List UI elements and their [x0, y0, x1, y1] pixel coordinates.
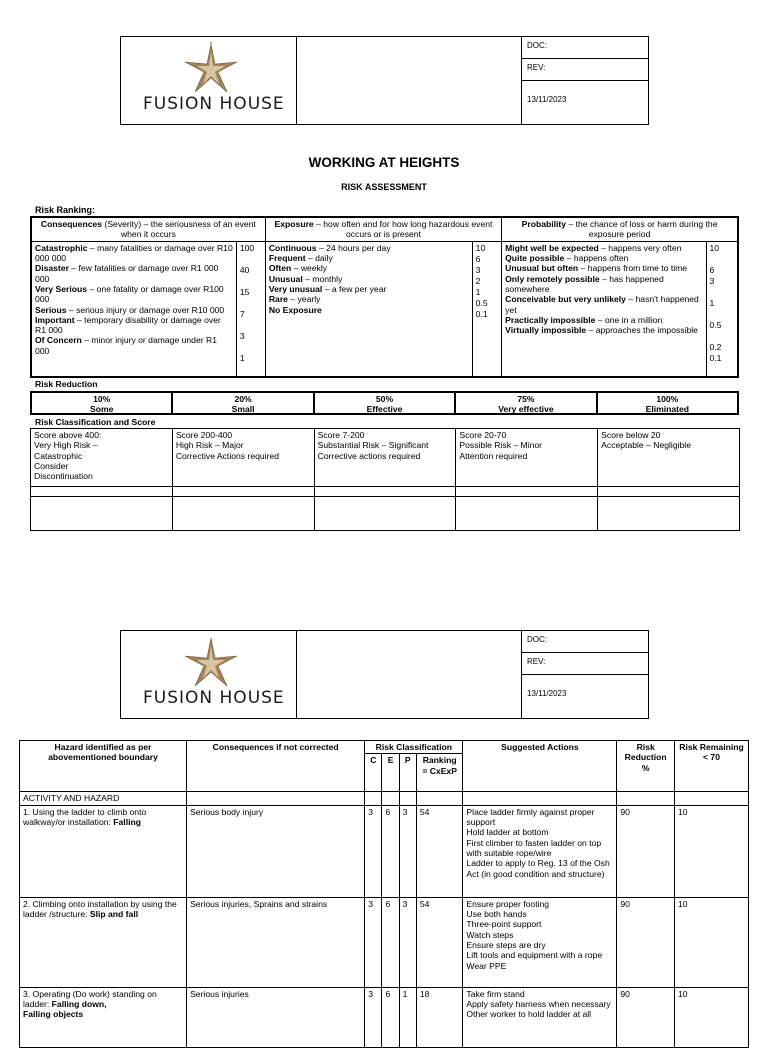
header-blank	[297, 631, 522, 718]
exposure-header: Exposure – how often and for how long hazardous event occurs or is present	[265, 217, 501, 241]
p-cell: 1	[399, 987, 416, 1047]
col-p: P	[399, 754, 416, 792]
exposure-score: 6	[475, 253, 481, 264]
rev-label: REV:	[522, 59, 648, 81]
page-subtitle: RISK ASSESSMENT	[341, 182, 427, 192]
col-reduction: Risk Reduction %	[617, 741, 675, 792]
reduction-level: 100% Eliminated	[645, 394, 690, 415]
consequences-score: 7	[239, 308, 245, 319]
document-header	[120, 36, 649, 125]
col-hazard: Hazard identified as per abovementioned boundary	[20, 741, 187, 792]
exposure-item: Continuous – 24 hours per day	[268, 242, 391, 253]
col-consequences: Consequences if not corrected	[187, 741, 365, 792]
star-logo-icon	[181, 636, 241, 688]
consequences-score: 100	[239, 242, 255, 253]
c-cell: 3	[365, 897, 382, 987]
exposure-list	[265, 241, 472, 377]
reduction-cell: 90	[617, 897, 675, 987]
consequences-scores	[236, 241, 265, 377]
classification-cell: Score 20-70 Possible Risk – Minor Attention required	[456, 429, 598, 487]
c-cell: 3	[365, 987, 382, 1047]
probability-item: Only remotely possible – has happened somewhere	[505, 273, 664, 294]
probability-item: Conceivable but very unlikely – hasn't happened yet	[505, 294, 699, 315]
consequences-item: Important – temporary disability or damage over R1 000	[35, 314, 221, 336]
consequences-list	[31, 241, 236, 377]
exposure-item: Unusual – monthly	[268, 273, 343, 284]
consequences-score: 15	[239, 286, 250, 297]
hazard-cell: 3. Operating (Do work) standing on ladder: Falling down, Falling objects	[20, 987, 187, 1047]
e-cell: 6	[382, 897, 399, 987]
star-logo-icon	[181, 42, 241, 94]
consequence-cell: Serious injuries	[187, 987, 365, 1047]
exposure-score: 1	[475, 286, 481, 297]
company-logo-2	[121, 631, 297, 718]
col-actions: Suggested Actions	[463, 741, 617, 792]
table-row	[20, 897, 749, 987]
probability-list	[502, 241, 706, 377]
reduction-level: 10% Some	[32, 393, 173, 413]
risk-reduction-bar	[30, 391, 739, 415]
consequence-cell: Serious body injury	[187, 805, 365, 897]
consequences-score: 40	[239, 264, 250, 275]
doc-label: DOC:	[522, 37, 648, 59]
reduction-cell: 90	[617, 805, 675, 897]
probability-item: Quite possible – happens often	[505, 252, 629, 263]
col-c: C	[365, 754, 382, 792]
probability-score: 10	[709, 242, 720, 253]
rank-cell: 54	[416, 805, 463, 897]
actions-cell: Place ladder firmly against proper support Hold ladder at bottom First climber to fasten ladder on top with suitable rope/wire Ladder to apply to Reg. 13 of the Osh Act (in good condition and structure)	[463, 805, 617, 897]
col-e: E	[382, 754, 399, 792]
probability-header: Probability – the chance of loss or harm during the exposure period	[502, 217, 738, 241]
consequences-item: Very Serious – one fatality or damage over R100 000	[35, 283, 224, 305]
exposure-item: Very unusual – a few per year	[268, 283, 387, 294]
col-classification: Risk Classification	[365, 741, 463, 754]
risk-ranking-label: Risk Ranking:	[35, 205, 96, 215]
probability-item: Unusual but often – happens from time to time	[505, 263, 688, 274]
exposure-scores	[472, 241, 501, 377]
classification-cell: Score 200-400 High Risk – Major Corrective Actions required	[172, 429, 314, 487]
risk-ranking-table	[30, 216, 739, 378]
header-date: 13/11/2023	[527, 95, 567, 104]
doc-label: DOC:	[522, 631, 648, 653]
probability-item: Practically impossible – one in a million	[505, 314, 663, 325]
probability-score: 0.1	[709, 352, 722, 363]
probability-score: 0.5	[709, 319, 722, 330]
rank-cell: 18	[416, 987, 463, 1047]
classification-label: Risk Classification and Score	[35, 417, 156, 427]
remaining-cell: 10	[675, 987, 749, 1047]
consequences-item: Catastrophic – many fatalities or damage over R10 000 000	[35, 242, 233, 263]
exposure-item: Rare – yearly	[268, 294, 321, 305]
assessment-table	[19, 740, 749, 1048]
exposure-item: No Exposure	[268, 304, 322, 315]
hazard-cell: 1. Using the ladder to climb onto walkway/or installation: Falling	[20, 805, 187, 897]
header-blank	[297, 37, 522, 124]
header-meta	[522, 37, 648, 124]
risk-reduction-label: Risk Reduction	[35, 379, 98, 389]
exposure-score: 0.5	[475, 297, 488, 308]
exposure-item: Frequent – daily	[268, 252, 333, 263]
actions-cell: Take firm stand Apply safety harness when necessary Other worker to hold ladder at all	[463, 987, 617, 1047]
probability-score: 3	[709, 275, 715, 286]
probability-score: 6	[709, 264, 715, 275]
exposure-score: 0.1	[475, 308, 488, 319]
exposure-score: 2	[475, 275, 481, 286]
remaining-cell: 10	[675, 805, 749, 897]
p-cell: 3	[399, 897, 416, 987]
rev-label: REV:	[522, 653, 648, 675]
consequence-cell: Serious injuries, Sprains and strains	[187, 897, 365, 987]
hazard-cell: 2. Climbing onto installation by using the ladder /structure: Slip and fall	[20, 897, 187, 987]
consequences-score: 1	[239, 352, 245, 363]
remaining-cell: 10	[675, 897, 749, 987]
probability-score: 0.2	[709, 341, 722, 352]
brand-name: FUSION HOUSE	[143, 688, 285, 708]
col-remaining: Risk Remaining < 70	[675, 741, 749, 792]
reduction-level: 50% Effective	[315, 393, 456, 413]
e-cell: 6	[382, 987, 399, 1047]
consequences-header: Consequences (Severity) – the seriousness of an event when it occurs	[31, 217, 265, 241]
exposure-score: 3	[475, 264, 481, 275]
col-ranking: Ranking = CxExP	[416, 754, 463, 792]
actions-cell: Ensure proper footing Use both hands Three-point support Watch steps Ensure steps are dry Lift tools and equipment with a rope Wear PPE	[463, 897, 617, 987]
consequences-item: Disaster – few fatalities or damage over R1 000 000	[35, 263, 219, 284]
classification-cell: Score above 400: Very High Risk – Catastrophic Consider Discontinuation	[31, 429, 173, 487]
exposure-score: 10	[475, 242, 486, 253]
classification-cell: Score 7-200 Substantial Risk – Significant Corrective actions required	[314, 429, 456, 487]
e-cell: 6	[382, 805, 399, 897]
classification-table	[30, 428, 740, 531]
consequences-score: 3	[239, 330, 245, 341]
consequences-item: Of Concern – minor injury or damage under R1 000	[35, 335, 217, 356]
probability-scores	[706, 241, 738, 377]
reduction-cell: 90	[617, 987, 675, 1047]
header-meta	[522, 631, 648, 718]
probability-item: Might well be expected – happens very often	[505, 242, 682, 253]
probability-score: 1	[709, 297, 715, 308]
rank-cell: 54	[416, 897, 463, 987]
p-cell: 3	[399, 805, 416, 897]
reduction-level: 20% Small	[173, 393, 314, 413]
page-title: WORKING AT HEIGHTS	[308, 155, 460, 170]
reduction-level: 75% Very effective	[456, 393, 597, 413]
classification-cell: Score below 20 Acceptable – Negligible	[598, 429, 740, 487]
table-row	[20, 987, 749, 1047]
probability-item: Virtually impossible – approaches the impossible	[505, 325, 698, 336]
c-cell: 3	[365, 805, 382, 897]
company-logo	[121, 37, 297, 124]
exposure-item: Often – weekly	[268, 263, 328, 274]
header-date: 13/11/2023	[527, 689, 567, 698]
brand-name: FUSION HOUSE	[143, 94, 285, 114]
table-row	[20, 805, 749, 897]
consequences-item: Serious – serious injury or damage over R10 000	[35, 304, 225, 315]
section-row: ACTIVITY AND HAZARD	[20, 792, 187, 805]
document-header-2	[120, 630, 649, 719]
